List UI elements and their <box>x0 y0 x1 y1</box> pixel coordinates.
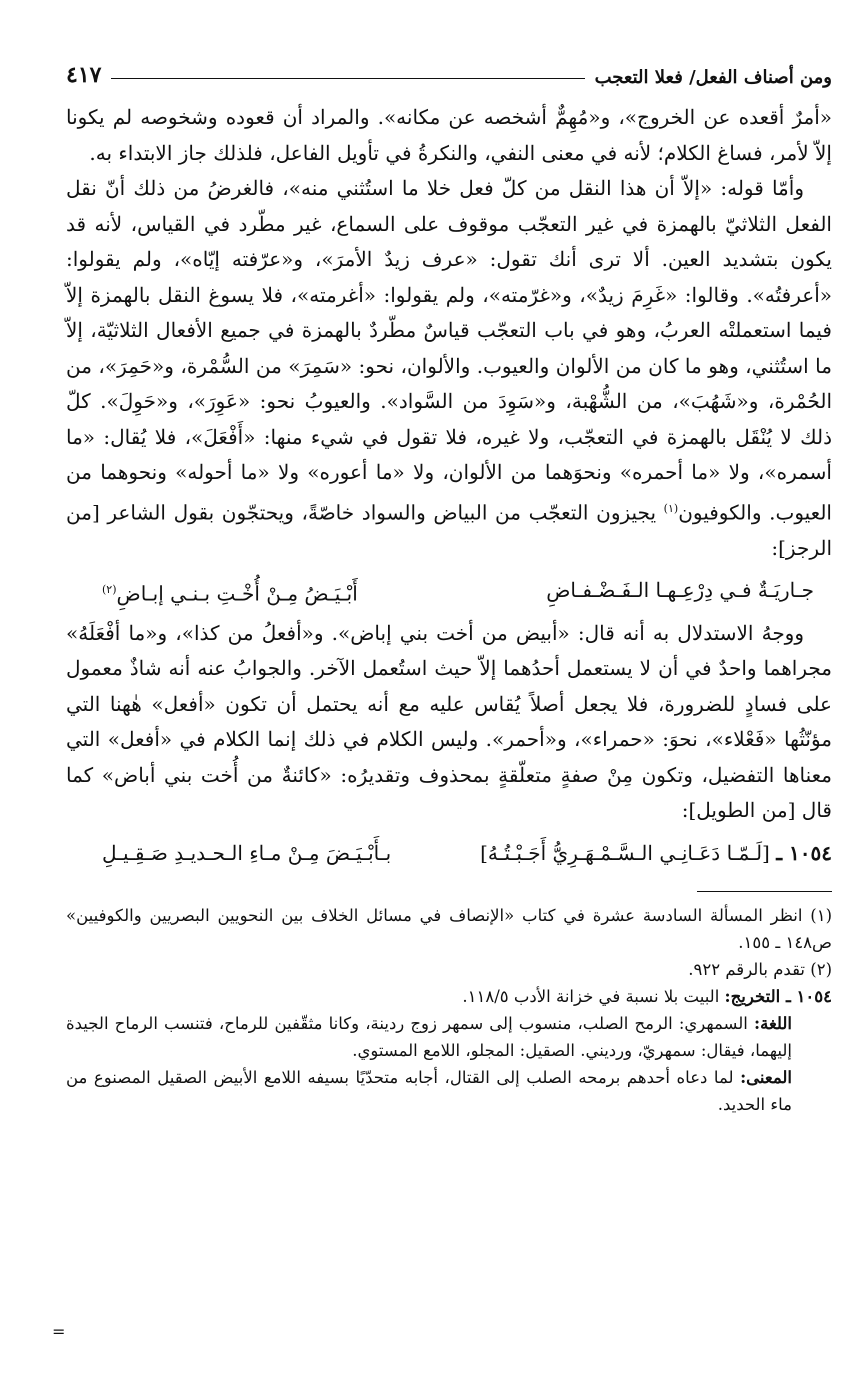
paragraph-1: «أمرٌ أقعده عن الخروج»، و«مُهِمٌّ أشخصه عن مكانه». والمراد أن قعوده وشخوصه لم يكونا إلاّ لأمر، فساغ الكلام؛ لأنه في معنى النفي، والنكرةُ في تأويل الفاعل، فلذلك جاز الابتداء به. <box>66 105 832 165</box>
footnote-ref-2: (٢) <box>102 583 117 597</box>
header-title: ومن أصناف الفعل/ فعلا التعجب <box>594 67 832 88</box>
footnote-ref-1: (١) <box>663 501 679 515</box>
header-rule <box>111 78 584 79</box>
verse-2-first <box>480 833 832 873</box>
verse-1-hemistich-2: أَبْـيَـضُ مِـنْ أُخْـتِ بـنـي إبـاضِ <box>116 581 358 606</box>
footnote-1: (١) انظر المسألة السادسة عشرة في كتاب «الإنصاف في مسائل الخلاف بين النحويين البصريين والكوفيين» ص١٤٨ ـ ١٥٥. <box>66 905 832 952</box>
takhrij-note <box>66 983 832 1010</box>
takhrij-text: البيت بلا نسبة في خزانة الأدب ١١٨/٥. <box>462 986 725 1006</box>
verse-number: ١٠٥٤ ـ <box>776 840 832 865</box>
footnotes <box>66 902 832 1118</box>
lugha-label: اللغة: <box>754 1013 792 1033</box>
verse-2 <box>66 829 832 875</box>
page-number: ٤١٧ <box>66 62 102 88</box>
corner-mark: = <box>52 1322 66 1341</box>
paragraph-2-part-b: يجيزون التعجّب من البياض والسواد خاصّةً، ويحتجّون بقول الشاعر [من الرجز]: <box>66 500 832 560</box>
paragraph-2 <box>66 171 832 566</box>
lugha-text: السمهري: الرمح الصلب، منسوب إلى سمهر زوج ردينة، وكانا مثقّفين للرماح، فتنسب الرماح الجيدة إليهما، فيقال: سمهريّ، ورديني. الصقيل: المجلو، اللامع المستوي. <box>66 1013 792 1060</box>
running-header <box>66 52 832 88</box>
verse-1 <box>66 566 832 616</box>
mana-note <box>66 1064 832 1118</box>
verse-1-hemistich-2-wrap <box>102 570 358 614</box>
footnote-2: (٢) تقدم بالرقم ٩٢٢. <box>688 959 832 979</box>
paragraph-2-part-a: وأمّا قوله: «إلاّ أن هذا النقل من كلّ فعل خلا ما استُثني منه»، فالغرضُ من ذلك أنّ نقل الفعل الثلاثيّ بالهمزة في غير التعجّب موقوف على السماع، غير مطّرد في القياس، لأنه قد يكون بتشديد العين. ألا ترى أنك تقول: «عرف زيدٌ الأمرَ»، و«عرّفته إيّاه»، ولم يقولوا: «أعرفتُه». وقالوا: «غَرِمَ زيدٌ»، و«غرّمته»، ولم يقولوا: «أغرمته»، فلا يسوغ النقل بالهمزة إلاّ فيما استعملتْه العربُ، وهو في باب التعجّب قياسٌ مطّردٌ بالهمزة في جميع الأفعال الثلاثيّة، إلاّ ما استُثني، وهو ما كان من الألوان والعيوب. والألوان، نحو: «سَمِرَ» من السُّمْرة، و«حَمِرَ»، من الحُمْرة، و«شَهُبَ»، من الشُّهْبة، و«سَوِدَ من السَّواد». والعيوبُ نحو: «عَوِرَ»، و«حَوِلَ». كلّ ذلك لا يُنْقَل بالهمزة في التعجّب، ولا غيره، فلا تقول في شيء منها: «أَفْعَلَ»، فلا يُقال: «ما أسمره»، ولا «ما أحمره» ونحوَهما من الألوان، ولا «ما أعوره» ولا «ما أحوله» ونحوهما من العيوب. والكوفيون <box>66 176 832 525</box>
main-text <box>66 100 832 875</box>
footnote-separator <box>697 891 832 892</box>
verse-1-hemistich-1: جـاريَـةٌ فـي دِرْعِـهـا الـفَـضْـفـاضِ <box>546 578 814 603</box>
verse-2-hemistich-2: بـأَبْـيَـضَ مِـنْ مـاءِ الـحـديـدِ صَـقِـيـلِ <box>102 840 392 865</box>
page <box>66 52 832 1118</box>
lugha-note <box>66 1010 832 1064</box>
mana-text: لما دعاه أحدهم برمحه الصلب إلى القتال، أجابه متحدّيًا بسيفه اللامع الأبيض الصقيل المصنوع من ماء الحديد. <box>66 1067 792 1114</box>
verse-2-hemistich-1: [لَـمّـا دَعَـانِـي الـسَّـمْـهَـرِيُّ أَجَـبْـتُـهُ] <box>480 840 770 865</box>
mana-label: المعنى: <box>740 1067 792 1087</box>
paragraph-3: ووجهُ الاستدلال به أنه قال: «أبيض من أخت بني إباض». و«أفعلُ من كذا»، و«ما أفْعَلَهُ» مجراهما واحدٌ في أن لا يستعمل أحدُهما إلاّ حيث استُعمل الآخر. والجوابُ عنه أنه شاذٌ معمول على فسادٍ للضرورة، فلا يجعل أصلاً يُقاس عليه مع أنه يحتمل أن تكون «أفعل» هٰهنا التي مؤنّثُها «فَعْلاء»، نحوَ: «حمراء»، و«أحمر». وليس الكلام في ذلك إنما الكلام في «أفعل» التي معناها التفضيل، وتكون مِنْ صفةٍ متعلّقةٍ بمحذوف وتقديرُه: «كائنةٌ من أُخت بني أباض» كما قال [من الطويل]: <box>66 620 832 823</box>
takhrij-label: ١٠٥٤ ـ التخريج: <box>724 986 832 1006</box>
